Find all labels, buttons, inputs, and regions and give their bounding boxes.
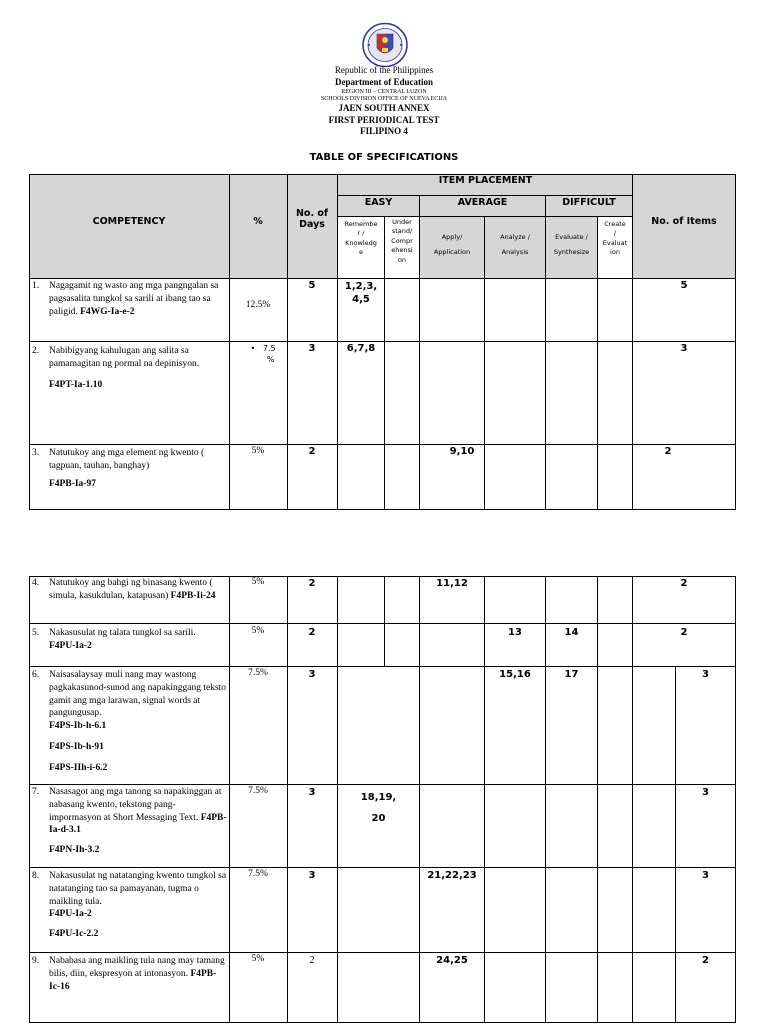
row-understand: 18,19, 20	[360, 792, 397, 824]
row-remember: 6,7,8	[346, 343, 376, 354]
page-title: TABLE OF SPECIFICATIONS	[309, 152, 459, 163]
table-row: 6. Naisasalaysay muli nang may wastong pagkakasunod-sunod ang napakinggang teksto gamit ang mga larawan, signal words at pangungusap. F4PS-Ib-h-6.1 F4PS-Ib-h-91 F4PS-IIh-i-6.2	[32, 670, 227, 773]
row-days: 2	[309, 955, 315, 966]
header-department: Department of Education	[335, 77, 433, 87]
col-days: No. of Days	[295, 208, 329, 231]
col-apply: Apply/ Application	[433, 233, 471, 256]
header-school: JAEN SOUTH ANNEX	[338, 103, 430, 113]
row-analyze: 15,16	[499, 669, 531, 680]
row-percent: 12.5%	[245, 300, 271, 310]
row-percent: 5%	[251, 954, 265, 964]
table-row: 4. Natutukoy ang bahgi ng binasang kwento ( simula, kasukdulan, katapusan) F4PB-Ii-24	[32, 578, 216, 601]
row-items: 2	[664, 446, 672, 457]
header-division: SCHOOLS DIVISION OFFICE OF NUEVA ECIJA	[320, 96, 448, 102]
row-percent: 5%	[251, 446, 265, 456]
table-row: 9. Nababasa ang maikling tula nang may tamang bilis, diin, ekspresyon at intonasyon. F4PB-Ic-16	[32, 956, 225, 992]
row-items: 3	[702, 669, 709, 680]
header-subject: FILIPINO 4	[360, 126, 408, 136]
row-percent: 7.5%	[248, 786, 268, 796]
row-days: 3	[308, 343, 316, 354]
row-percent: 7.5%	[248, 869, 268, 879]
row-remember: 1,2,3, 4,5	[344, 281, 378, 305]
header-republic: Republic of the Philippines	[334, 65, 434, 75]
row-items: 5	[680, 280, 688, 291]
row-evaluate: 17	[564, 669, 579, 680]
row-apply: 21,22,23	[427, 870, 477, 881]
row-days: 2	[308, 578, 316, 589]
col-remember: Remembe r / Knowledg e	[344, 220, 378, 257]
row-days: 3	[308, 669, 316, 680]
table-row: 7. Nasasagot ang mga tanong sa napakinggan at nabasang kwento, tekstong pang-impormasyon at Short Messaging Text. F4PB-Ia-d-3.1 F4PN-Ih-3.2	[32, 787, 227, 856]
row-analyze: 13	[508, 627, 522, 638]
row-days: 2	[308, 446, 316, 457]
table-row: 8. Nakasusulat ng natatanging kwento tungkol sa natatanging tao sa pamayanan, tugma o maikling tula. F4PU-Ia-2 F4PU-Ic-2.2	[32, 871, 227, 940]
row-items: 2	[680, 578, 688, 589]
header-test: FIRST PERIODICAL TEST	[328, 115, 440, 125]
row-items: 3	[702, 870, 709, 881]
row-days: 2	[308, 627, 316, 638]
table-row: 5. Nakasusulat ng talata tungkol sa sarili. F4PU-Ia-2	[32, 628, 196, 651]
col-difficult: DIFFICULT	[562, 197, 616, 208]
col-create: Create / Evaluat ion	[602, 220, 628, 257]
table-row: 1. Nagagamit ng wasto ang mga pangngalan sa pagsasalita tungkol sa sarili at ibang tao sa paligid. F4WG-Ia-e-2	[32, 281, 219, 317]
col-competency: COMPETENCY	[92, 216, 166, 227]
col-average: AVERAGE	[457, 197, 508, 208]
col-analyze: Analyze / Analysis	[500, 233, 530, 256]
row-items: 3	[702, 787, 709, 798]
row-items: 3	[680, 343, 688, 354]
col-percent: %	[253, 216, 263, 227]
row-items: 2	[702, 955, 709, 966]
col-easy: EASY	[364, 197, 393, 208]
col-understand: Under stand/ Compr ehensi on	[391, 218, 413, 264]
row-apply: 9,10	[449, 446, 475, 457]
table-row: 3. Natutukoy ang mga element ng kwento ( tagpuan, tauhan, banghay) F4PB-Ia-97	[32, 448, 205, 489]
table-row: 2. Nabibigyang kahulugan ang salita sa pamamagitan ng pormal na depinisyon. F4PT-Ia-1.10	[32, 346, 200, 390]
row-evaluate: 14	[564, 627, 579, 638]
row-percent: • 7.5 %	[250, 344, 276, 365]
col-item-placement: ITEM PLACEMENT	[438, 175, 533, 186]
row-percent: 5%	[251, 577, 265, 587]
col-no-items: No. of Items	[651, 216, 717, 227]
row-days: 5	[308, 280, 316, 291]
deped-seal-logo	[358, 22, 412, 68]
col-evaluate: Evaluate / Synthesize	[553, 233, 590, 256]
header-region: REGION III – CENTRAL LUZON	[341, 89, 427, 95]
row-apply: 11,12	[436, 578, 468, 589]
row-items: 2	[680, 627, 688, 638]
row-apply: 24,25	[436, 955, 468, 966]
row-days: 3	[308, 787, 316, 798]
row-percent: 5%	[251, 626, 265, 636]
row-days: 3	[308, 870, 316, 881]
row-percent: 7.5%	[248, 668, 268, 678]
